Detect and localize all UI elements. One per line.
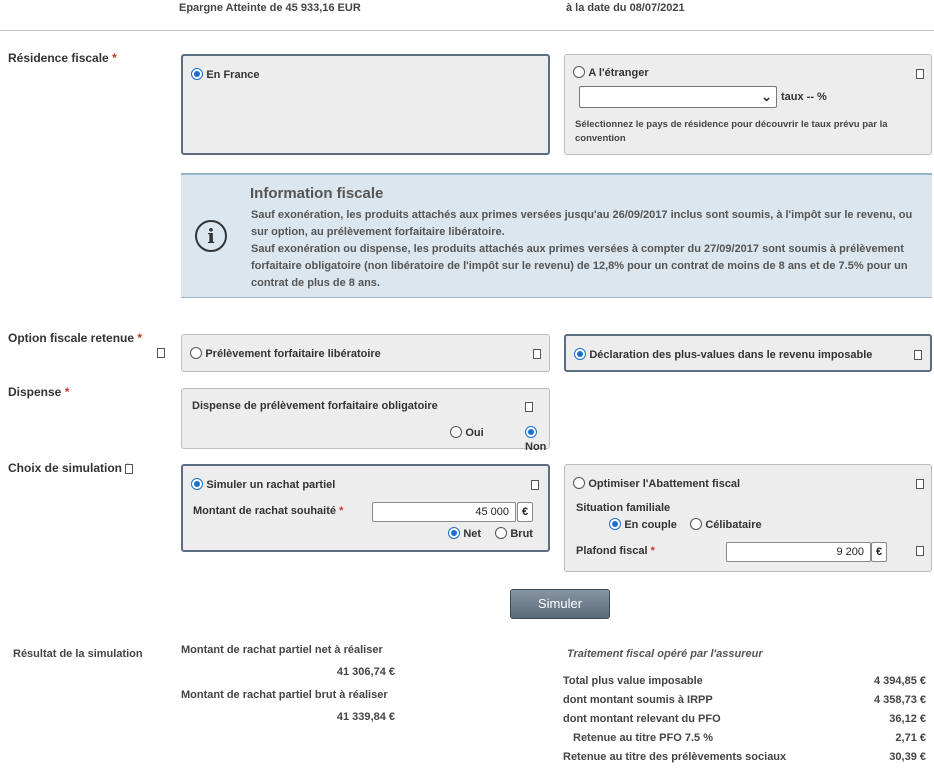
radio-declaration[interactable]: Déclaration des plus-values dans le revenu imposable: [574, 347, 872, 361]
residence-france-box[interactable]: [181, 54, 550, 155]
option-pfl-box[interactable]: [181, 334, 550, 372]
info-title: Information fiscale: [250, 185, 384, 202]
radio-france[interactable]: En France: [191, 67, 260, 81]
result-row-value: 4 358,73 €: [874, 694, 926, 706]
plafond-label: Plafond fiscal *: [576, 545, 655, 557]
plafond-input[interactable]: 9 200: [726, 542, 871, 562]
montant-label: Montant de rachat souhaité *: [193, 505, 344, 517]
net-value: 41 306,74 €: [336, 666, 395, 678]
result-row-value: 30,39 €: [889, 751, 926, 763]
date-text: à la date du 08/07/2021: [566, 2, 685, 14]
result-row-label: Retenue au titre des prélèvements sociaux: [563, 751, 787, 763]
montant-input[interactable]: 45 000: [372, 502, 516, 522]
radio-declaration-dot[interactable]: [574, 348, 586, 360]
residence-help-text: Sélectionnez le pays de résidence pour découvrir le taux prévu par la convention: [575, 119, 888, 144]
help-icon[interactable]: [531, 480, 539, 490]
radio-oui-dot[interactable]: [450, 426, 462, 438]
radio-oui[interactable]: Oui: [450, 425, 484, 439]
result-row-value: 2,71 €: [895, 732, 926, 744]
help-icon[interactable]: [533, 349, 541, 359]
option-declaration-box[interactable]: [564, 334, 932, 372]
option-label: Option fiscale retenue *: [8, 331, 143, 345]
epargne-text: Epargne Atteinte de 45 933,16 EUR: [179, 2, 361, 14]
radio-couple-dot[interactable]: [609, 518, 621, 530]
radio-optimiser[interactable]: Optimiser l'Abattement fiscal: [573, 476, 740, 490]
radio-etranger[interactable]: A l'étranger: [573, 65, 649, 79]
dispense-box: [181, 388, 550, 453]
info-icon: i: [195, 220, 227, 252]
help-icon[interactable]: [916, 479, 924, 489]
result-row-label: dont montant relevant du PFO: [563, 713, 721, 725]
simuler-button[interactable]: Simuler: [510, 589, 610, 619]
info-p2: Sauf exonération ou dispense, les produits attachés aux primes versées à compter du 27/09/2017 sont soumis à prélèvement forfaitaire obligatoire (non libératoire de l'impôt sur le revenu) de 12,8% pour un contrat de moins de 8 ans et de 7.5% pour un contrat de plus de 8 ans.: [251, 243, 908, 289]
result-row-value: 36,12 €: [889, 713, 926, 725]
radio-couple[interactable]: En couple: [609, 517, 677, 531]
radio-celibataire-dot[interactable]: [690, 518, 702, 530]
help-icon[interactable]: [916, 546, 924, 556]
net-label: Montant de rachat partiel net à réaliser: [181, 644, 383, 656]
traitement-title: Traitement fiscal opéré par l'assureur: [567, 648, 763, 660]
radio-non[interactable]: Non: [525, 425, 549, 453]
result-row-label: Total plus value imposable: [563, 675, 703, 687]
radio-optimiser-dot[interactable]: [573, 477, 585, 489]
radio-rachat-partiel[interactable]: Simuler un rachat partiel: [191, 477, 335, 491]
rachat-partiel-box[interactable]: [181, 464, 550, 552]
radio-rachat-partiel-dot[interactable]: [191, 478, 203, 490]
radio-net-dot[interactable]: [448, 527, 460, 539]
dispense-label: Dispense *: [8, 385, 70, 399]
help-icon[interactable]: [525, 402, 533, 412]
divider: [0, 30, 934, 31]
info-p1: Sauf exonération, les produits attachés aux primes versées jusqu'au 26/09/2017 inclus sont soumis, à l'impôt sur le revenu, ou sur option, au prélèvement forfaitaire libératoire.: [251, 209, 913, 238]
radio-france-dot[interactable]: [191, 68, 203, 80]
resultat-label: Résultat de la simulation: [13, 648, 143, 660]
radio-celibataire[interactable]: Célibataire: [690, 517, 762, 531]
result-row-value: 4 394,85 €: [874, 675, 926, 687]
chevron-down-icon: ⌄: [761, 89, 772, 104]
option-help-icon[interactable]: [157, 348, 165, 358]
taux-text: taux -- %: [781, 91, 827, 103]
brut-label: Montant de rachat partiel brut à réaliser: [181, 689, 388, 701]
info-fiscale-panel: [181, 173, 932, 298]
result-row-label: dont montant soumis à IRPP: [563, 694, 713, 706]
radio-pfl[interactable]: Prélèvement forfaitaire libératoire: [190, 346, 381, 360]
radio-brut[interactable]: Brut: [495, 526, 533, 540]
euro-addon: €: [871, 542, 887, 562]
radio-etranger-dot[interactable]: [573, 66, 585, 78]
help-icon[interactable]: [916, 69, 924, 79]
radio-non-dot[interactable]: [525, 426, 537, 438]
situation-label: Situation familiale: [576, 502, 671, 514]
optimiser-box[interactable]: [564, 464, 932, 572]
dispense-title: Dispense de prélèvement forfaitaire obligatoire: [192, 400, 438, 412]
simulation-label: Choix de simulation: [8, 461, 123, 475]
brut-value: 41 339,84 €: [336, 711, 395, 723]
country-select[interactable]: [579, 86, 777, 108]
simulation-help-icon[interactable]: [125, 464, 133, 474]
radio-brut-dot[interactable]: [495, 527, 507, 539]
help-icon[interactable]: [914, 350, 922, 360]
info-body: [251, 207, 919, 292]
radio-net[interactable]: Net: [448, 526, 481, 540]
result-row-label: Retenue au titre PFO 7.5 %: [573, 732, 713, 744]
residence-etranger-box[interactable]: [564, 54, 932, 155]
euro-addon: €: [517, 502, 533, 522]
residence-label: Résidence fiscale *: [8, 51, 117, 65]
radio-pfl-dot[interactable]: [190, 347, 202, 359]
